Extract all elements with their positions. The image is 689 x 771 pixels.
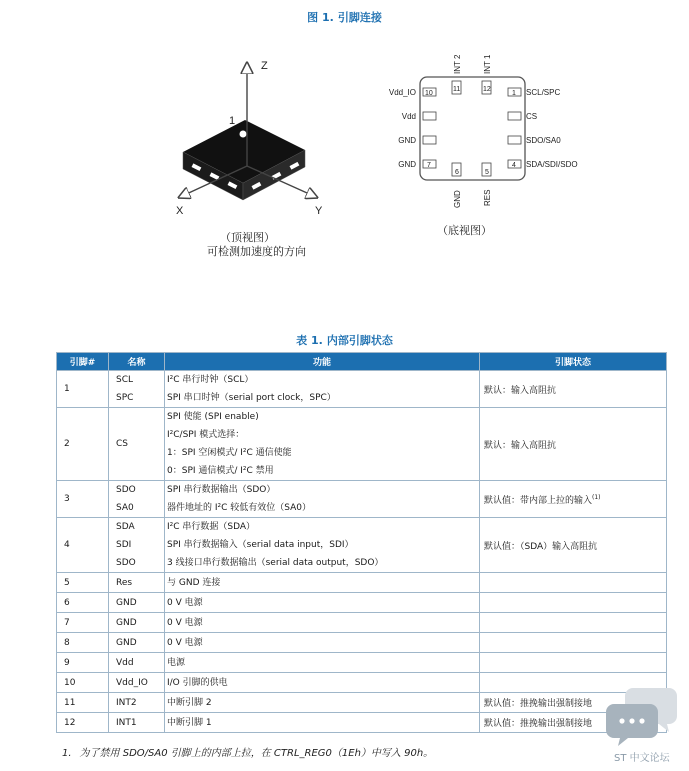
pin-connection-diagram (0, 0, 689, 320)
figure-number: 图 1. (307, 11, 334, 24)
pin-name: SDA (116, 522, 135, 532)
pin-state-text: 默认值：推挽输出强制接地 (484, 719, 593, 729)
header-pin-state: 引脚状态 (480, 353, 667, 371)
function-line: 0：SPI 通信模式/ I²C 禁用 (167, 466, 274, 476)
cell-function (165, 371, 480, 408)
function-line: I/O 引脚的供电 (167, 677, 228, 688)
cell-pin-state (480, 518, 667, 573)
function-line: I²C 串行时钟（SCL） (167, 375, 254, 385)
cell-pin-name (109, 653, 165, 673)
function-line: SPI 使能 (SPI enable) (167, 412, 259, 422)
cell-pin-state (480, 481, 667, 518)
cell-pin-number: 12 (57, 713, 109, 733)
axis-y-label: Y (315, 205, 323, 217)
cell-pin-state (480, 371, 667, 408)
label-vdd: Vdd (401, 112, 416, 121)
pin-name: GND (116, 617, 137, 628)
pad-number-1: 1 (512, 90, 516, 97)
cell-function (165, 713, 480, 733)
header-pin: 引脚# (57, 353, 109, 371)
cell-function (165, 673, 480, 693)
acceleration-direction-caption: 可检测加速度的方向 (207, 245, 306, 258)
cell-pin-number: 7 (57, 613, 109, 633)
pin-name: Res (116, 577, 133, 588)
cell-pin-name (109, 593, 165, 613)
function-line: SPI 串行数据输出（SDO） (167, 485, 276, 495)
table-row (57, 371, 667, 408)
cell-pin-state (480, 653, 667, 673)
function-line: I²C 串行数据（SDA） (167, 522, 256, 532)
cell-pin-state (480, 408, 667, 481)
chat-bubble-icon (606, 686, 680, 746)
cell-pin-number: 8 (57, 633, 109, 653)
cell-pin-name (109, 518, 165, 573)
cell-pin-state (480, 613, 667, 633)
function-line: 0 V 电源 (167, 597, 203, 608)
table-row (57, 713, 667, 733)
header-name: 名称 (109, 353, 165, 371)
function-line: 中断引脚 1 (167, 717, 212, 728)
pin1-marker: 1 (229, 115, 236, 127)
cell-pin-number: 9 (57, 653, 109, 673)
pin-name: GND (116, 637, 137, 648)
footnote-text: 为了禁用 SDO/SA0 引脚上的内部上拉，在 CTRL_REG0（1Eh）中写入 90h。 (79, 748, 434, 759)
table-row (57, 408, 667, 481)
cell-pin-name (109, 633, 165, 653)
top-view-chip (183, 120, 305, 200)
pin-name: INT2 (116, 697, 137, 708)
cell-pin-number: 4 (57, 518, 109, 573)
label-sda-sdi-sdo: SDA/SDI/SDO (526, 160, 578, 169)
table-number: 表 1. (296, 334, 323, 347)
pin-name: INT1 (116, 717, 137, 728)
pin-state-text: 默认值：带内部上拉的输入 (484, 495, 593, 506)
label-scl-spc: SCL/SPC (526, 88, 561, 97)
cell-function (165, 613, 480, 633)
pin-name: SDI (116, 540, 132, 550)
cell-pin-name (109, 713, 165, 733)
table-row (57, 633, 667, 653)
cell-pin-number: 5 (57, 573, 109, 593)
table-row (57, 613, 667, 633)
header-function: 功能 (165, 353, 480, 371)
table-row (57, 673, 667, 693)
cell-pin-name (109, 673, 165, 693)
pad-number-4: 4 (512, 162, 516, 169)
cell-pin-state (480, 633, 667, 653)
function-line: 0 V 电源 (167, 617, 203, 628)
pad-number-7: 7 (427, 162, 431, 169)
pin-name: Vdd_IO (116, 677, 148, 688)
function-line: 3 线接口串行数据输出（serial data output，SDO） (167, 558, 384, 568)
cell-pin-name (109, 613, 165, 633)
label-sdo-sa0: SDO/SA0 (526, 136, 561, 145)
table-row (57, 573, 667, 593)
table-title (0, 332, 689, 348)
footnote-number: 1. (62, 748, 72, 759)
cell-pin-name (109, 408, 165, 481)
label-gnd-left-2: GND (398, 160, 416, 169)
cell-function (165, 653, 480, 673)
function-line: I²C/SPI 模式选择： (167, 430, 245, 440)
table-body (57, 371, 667, 733)
pin-name: SDO (116, 558, 136, 568)
cell-pin-number: 11 (57, 693, 109, 713)
label-int1: INT 1 (483, 54, 492, 74)
table-row (57, 481, 667, 518)
cell-pin-name (109, 481, 165, 518)
pin-name: GND (116, 597, 137, 608)
function-line: SPI 串行数据输入（serial data input，SDI） (167, 540, 354, 550)
cell-pin-state (480, 573, 667, 593)
cell-pin-number: 3 (57, 481, 109, 518)
pin1-dot (240, 131, 247, 138)
cell-pin-name (109, 371, 165, 408)
label-gnd-bottom: GND (453, 190, 462, 208)
function-line: 中断引脚 2 (167, 697, 212, 708)
pin-state-text: 默认值：（SDA）输入高阻抗 (484, 541, 598, 552)
cell-function (165, 593, 480, 613)
label-vdd-io: Vdd_IO (388, 88, 416, 97)
top-view-caption: （顶视图） (220, 231, 275, 244)
footnote (62, 744, 433, 759)
pin-name: SA0 (116, 503, 134, 513)
pin-state-text: 默认：输入高阻抗 (484, 385, 557, 396)
axis-z-label: Z (261, 60, 268, 72)
function-line: 与 GND 连接 (167, 577, 221, 588)
bottom-view-caption: （底视图） (437, 224, 492, 237)
cell-pin-name (109, 573, 165, 593)
table-row (57, 518, 667, 573)
watermark-text: ST 中文论坛 (614, 753, 670, 764)
figure-title-text: 引脚连接 (337, 11, 382, 24)
pin-status-table (56, 352, 667, 733)
table-header-row (57, 353, 667, 371)
label-cs: CS (526, 112, 538, 121)
pad-number-11: 11 (453, 86, 461, 93)
function-line: SPI 串口时钟（serial port clock，SPC） (167, 393, 336, 403)
pin-name: Vdd (116, 657, 134, 668)
pin-state-text: 默认：输入高阻抗 (484, 440, 557, 451)
cell-function (165, 408, 480, 481)
cell-pin-number: 6 (57, 593, 109, 613)
function-line: 0 V 电源 (167, 637, 203, 648)
cell-function (165, 518, 480, 573)
pin-state-text: 默认值：推挽输出强制接地 (484, 699, 593, 709)
table-row (57, 593, 667, 613)
footnote-ref: (1) (592, 493, 601, 501)
function-line: 器件地址的 I²C 较低有效位（SA0） (167, 503, 312, 513)
cell-function (165, 481, 480, 518)
pad-number-10: 10 (425, 90, 433, 97)
pad-number-5: 5 (485, 169, 489, 176)
label-int2: INT 2 (453, 54, 462, 74)
cell-pin-name (109, 693, 165, 713)
function-line: 电源 (167, 657, 186, 668)
pad-number-12: 12 (483, 86, 491, 93)
label-gnd-left-1: GND (398, 136, 416, 145)
cell-pin-state (480, 593, 667, 613)
table-row (57, 653, 667, 673)
pin-name: CS (116, 439, 128, 449)
cell-pin-number: 2 (57, 408, 109, 481)
label-res: RES (483, 189, 492, 206)
pad-number-6: 6 (455, 169, 459, 176)
cell-function (165, 573, 480, 593)
function-line: 1：SPI 空闲模式/ I²C 通信使能 (167, 448, 292, 458)
cell-function (165, 693, 480, 713)
cell-pin-number: 10 (57, 673, 109, 693)
axis-x-label: X (176, 205, 184, 217)
table-row (57, 693, 667, 713)
table-title-text: 内部引脚状态 (326, 334, 393, 347)
pin-name: SDO (116, 485, 136, 495)
bottom-view-package (420, 77, 525, 180)
cell-function (165, 633, 480, 653)
pin-name: SCL (116, 375, 134, 385)
pin-name: SPC (116, 393, 134, 403)
cell-pin-number: 1 (57, 371, 109, 408)
